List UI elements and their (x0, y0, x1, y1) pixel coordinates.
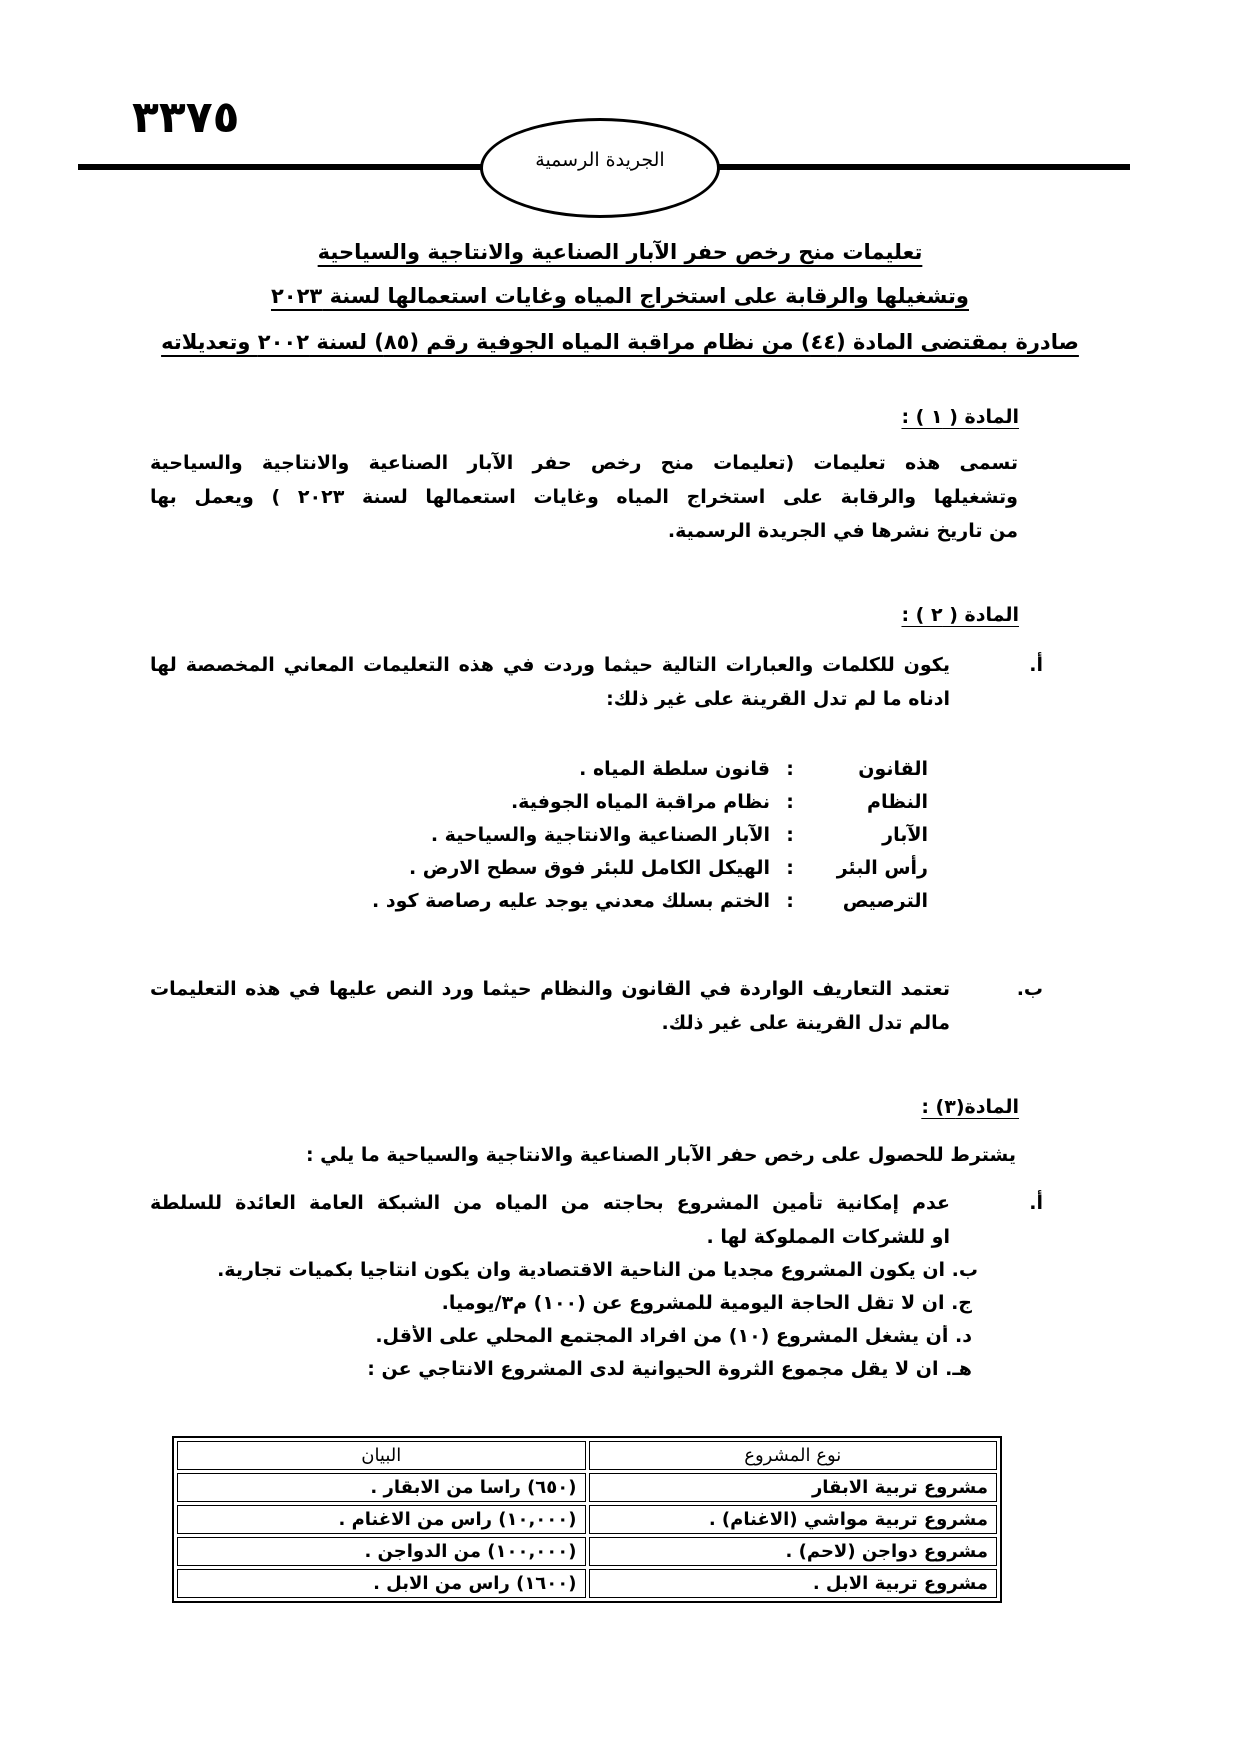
table-cell-type: مشروع دواجن (لاحم) . (589, 1537, 998, 1566)
definition-value: قانون سلطة المياه . (579, 758, 770, 780)
article-1-line-3: من تاريخ نشرها في الجريدة الرسمية. (667, 520, 1018, 542)
title-line-3: صادرة بمقتضى المادة (٤٤) من نظام مراقبة المياه الجوفية رقم (٨٥) لسنة ٢٠٠٢ وتعديلاته (161, 330, 1079, 354)
definition-colon: : (786, 791, 794, 813)
table-cell-type: مشروع تربية مواشي (الاغنام) . (589, 1505, 998, 1534)
definition-colon: : (786, 824, 794, 846)
definition-term: النظام (867, 791, 928, 813)
article-2-heading: المادة ( ٢ ) : (901, 604, 1019, 626)
definition-term: الآبار (882, 824, 928, 846)
article-2-item-b-line-2: مالم تدل القرينة على غير ذلك. (661, 1012, 950, 1034)
definition-term: الترصيص (842, 890, 928, 912)
article-3-item-a-line-1: عدم إمكانية تأمين المشروع بحاجته من المياه من الشبكة العامة العائدة للسلطة (150, 1192, 950, 1214)
article-3-intro: يشترط للحصول على رخص حفر الآبار الصناعية والانتاجية والسياحية ما يلي : (305, 1144, 1016, 1166)
title-line-2: وتشغيلها والرقابة على استخراج المياه وغايات استعمالها لسنة ٢٠٢٣ (270, 284, 969, 308)
table-header-type: نوع المشروع (589, 1441, 998, 1470)
table-row (177, 1537, 997, 1566)
definition-colon: : (786, 758, 794, 780)
definition-term: رأس البئر (836, 857, 928, 879)
article-1-line-1: تسمى هذه تعليمات (تعليمات منح رخص حفر الآبار الصناعية والانتاجية والسياحية (150, 452, 1018, 474)
table-row (177, 1473, 997, 1502)
title-line-1: تعليمات منح رخص حفر الآبار الصناعية والانتاجية والسياحية (317, 240, 923, 264)
livestock-table (172, 1436, 1002, 1603)
definition-value: نظام مراقبة المياه الجوفية. (510, 791, 770, 813)
article-3-item-b: ب. ان يكون المشروع مجديا من الناحية الاقتصادية وان يكون انتاجيا بكميات تجارية. (217, 1259, 978, 1281)
table-row (177, 1569, 997, 1598)
article-2-item-b-letter: ب. (1016, 978, 1043, 1000)
article-3-item-a-line-2: او للشركات المملوكة لها . (706, 1226, 950, 1248)
definition-value: الآبار الصناعية والانتاجية والسياحية . (430, 824, 770, 846)
definition-colon: : (786, 890, 794, 912)
table-cell-description: (١٦٠٠) راس من الابل . (177, 1569, 586, 1598)
definition-row (300, 857, 928, 889)
article-3-item-d: د. أن يشغل المشروع (١٠) من افراد المجتمع المحلي على الأقل. (375, 1325, 972, 1347)
article-3-item-c: ج. ان لا تقل الحاجة اليومية للمشروع عن (١٠٠) م٣/يوميا. (441, 1292, 972, 1314)
table-header-description: البيان (177, 1441, 586, 1470)
definition-row (300, 791, 928, 823)
article-3-item-e: هـ. ان لا يقل مجموع الثروة الحيوانية لدى المشروع الانتاجي عن : (367, 1358, 972, 1380)
article-2-item-a-line-1: يكون للكلمات والعبارات التالية حيثما وردت في هذه التعليمات المعاني المخصصة لها (150, 654, 950, 676)
table-header-row (177, 1441, 997, 1470)
definition-value: الهيكل الكامل للبئر فوق سطح الارض . (408, 857, 770, 879)
table-cell-type: مشروع تربية الابقار (589, 1473, 998, 1502)
gazette-label: الجريدة الرسمية (535, 149, 665, 171)
article-1-line-2: وتشغيلها والرقابة على استخراج المياه وغايات استعمالها لسنة ٢٠٢٣ ) ويعمل بها (150, 486, 1018, 508)
table-cell-description: (١٠٠,٠٠٠) من الدواجن . (177, 1537, 586, 1566)
table-cell-description: (٦٥٠) راسا من الابقار . (177, 1473, 586, 1502)
article-2-item-a-letter: أ. (1029, 654, 1043, 676)
definition-row (300, 758, 928, 790)
article-3-item-a-letter: أ. (1029, 1192, 1043, 1214)
definition-value: الختم بسلك معدني يوجد عليه رصاصة كود . (371, 890, 770, 912)
article-3-heading: المادة(٣) : (921, 1096, 1019, 1118)
article-1-heading: المادة ( ١ ) : (901, 406, 1019, 428)
definition-colon: : (786, 857, 794, 879)
gazette-oval (480, 118, 720, 218)
definition-row (300, 824, 928, 856)
article-2-item-a-line-2: ادناه ما لم تدل القرينة على غير ذلك: (606, 688, 950, 710)
definition-row (300, 890, 928, 922)
table-cell-type: مشروع تربية الابل . (589, 1569, 998, 1598)
article-2-item-b-line-1: تعتمد التعاريف الواردة في القانون والنظام حيثما ورد النص عليها في هذه التعليمات (150, 978, 950, 1000)
table-row (177, 1505, 997, 1534)
page-number: ٣٣٧٥ (132, 92, 240, 143)
definition-term: القانون (858, 758, 928, 780)
table-cell-description: (١٠,٠٠٠) راس من الاغنام . (177, 1505, 586, 1534)
